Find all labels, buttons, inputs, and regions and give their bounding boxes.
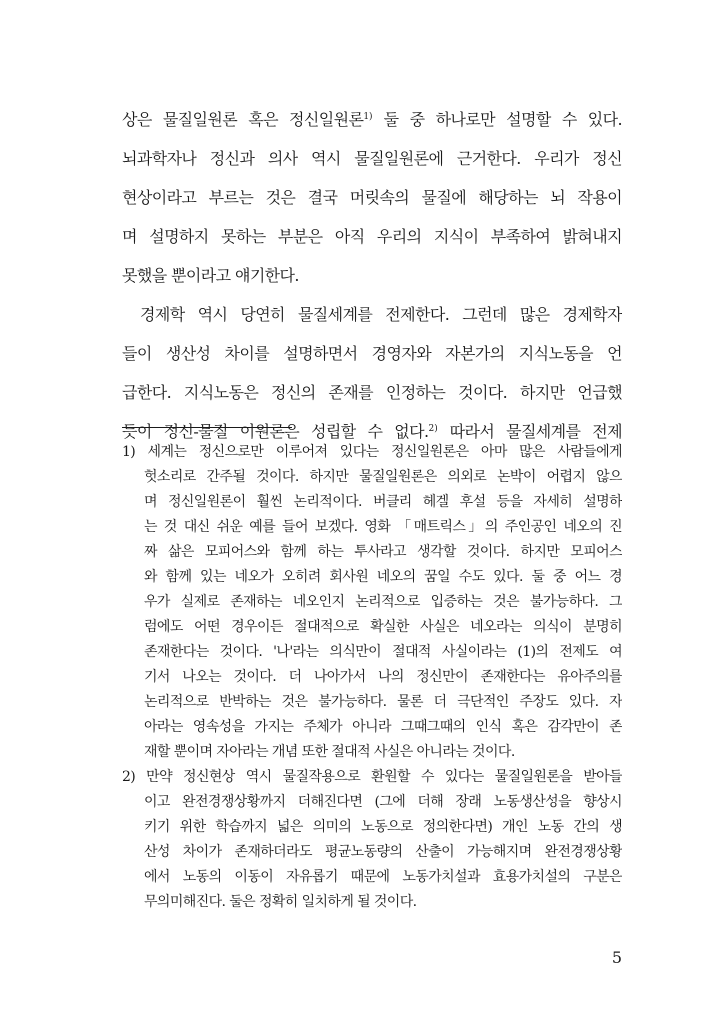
footnote-1-line: 와 함께 있는 네오가 오히려 회사원 네오의 꿈일 수도 있다. 둘 중 어느 경 (144, 569, 622, 585)
footnote-1-line: 럼에도 어떤 경우이든 절대적으로 확실한 사실은 네오라는 의식이 분명히 (144, 619, 622, 635)
footnote-2-line: 키기 위한 학습까지 넓은 의미의 노동으로 정의한다면) 개인 노동 간의 생 (144, 819, 622, 835)
body-line-9-text-cont: 따라서 물질세계를 전제 (437, 422, 622, 441)
body-line-1 (122, 100, 622, 139)
footnote-1-line: 는 것 대신 쉬운 예를 들어 보겠다. 영화 「매트릭스」의 주인공인 네오의 진 (144, 519, 622, 535)
footnote-2-line: 이고 완전경쟁상황까지 더해진다면 (그에 더해 장래 노동생산성을 향상시 (144, 794, 622, 810)
footnote-1-line: 아라는 영속성을 가지는 주체가 아니라 그때그때의 인식 혹은 감각만이 존 (144, 719, 622, 735)
body-line-1-text-cont: 둘 중 하나로만 설명할 수 있다. (372, 110, 622, 129)
footnote-ref-2[interactable]: 2) (428, 424, 438, 434)
footnote-2-line: 2) 만약 정신현상 역시 물질작용으로 환원할 수 있다는 물질일원론을 받아들 (122, 769, 622, 785)
body-line-5: 못했을 뿐이라고 얘기한다. (122, 266, 299, 285)
body-line-4: 며 설명하지 못하는 부분은 아직 우리의 지식이 부족하여 밝혀내지 (122, 227, 622, 246)
footnote-1-line: 존재한다는 것이다. '나'라는 의식만이 절대적 사실이라는 (1)의 전제도 여 (144, 644, 622, 660)
footnote-1-line: 논리적으로 반박하는 것은 불가능하다. 물론 더 극단적인 주장도 있다. 자 (144, 694, 622, 710)
footnote-2-line: 무의미해진다. 둘은 정확히 일치하게 될 것이다. (144, 894, 417, 910)
body-line-7: 들이 생산성 차이를 설명하면서 경영자와 자본가의 지식노동을 언 (122, 344, 622, 363)
body-line-8: 급한다. 지식노동은 정신의 존재를 인정하는 것이다. 하지만 언급했 (122, 383, 622, 402)
footnote-1-line: 며 정신일원론이 훨씬 논리적이다. 버클리 헤겔 후설 등을 자세히 설명하 (144, 494, 622, 510)
footnote-1-line: 재할 뿐이며 자아라는 개념 또한 절대적 사실은 아니라는 것이다. (144, 744, 515, 760)
footnote-divider (122, 427, 292, 428)
page-number: 5 (611, 948, 622, 967)
footnote-1-line: 기서 나오는 것이다. 더 나아가서 나의 정신만이 존재한다는 유아주의를 (144, 669, 622, 685)
footnote-ref-1[interactable]: 1) (363, 112, 373, 122)
body-line-6: 경제학 역시 당연히 물질세계를 전제한다. 그런데 많은 경제학자 (140, 305, 622, 324)
footnote-2-line: 산성 차이가 존재하더라도 평균노동량의 산출이 가능해지며 완전경쟁상황 (144, 844, 622, 860)
footnotes (122, 440, 622, 915)
footnote-1-line: 짜 삶은 모피어스와 함께 하는 투사라고 생각할 것이다. 하지만 모피어스 (144, 544, 622, 560)
footnote-1-line: 1) 세계는 정신으로만 이루어져 있다는 정신일원론은 아마 많은 사람들에게 (122, 444, 622, 460)
body-line-1-text: 상은 물질일원론 혹은 정신일원론 (122, 110, 364, 129)
body-line-2: 뇌과학자나 정신과 의사 역시 물질일원론에 근거한다. 우리가 정신 (122, 149, 622, 168)
body-text (122, 100, 622, 451)
footnote-2-line: 에서 노동의 이동이 자유롭기 때문에 노동가치설과 효용가치설의 구분은 (144, 869, 622, 885)
footnote-1-line: 헛소리로 간주될 것이다. 하지만 물질일원론은 의외로 논박이 어렵지 않으 (144, 469, 622, 485)
body-line-3: 현상이라고 부르는 것은 결국 머릿속의 물질에 해당하는 뇌 작용이 (122, 188, 622, 207)
body-line-9-text: 듯이 정신-물질 이원론은 성립할 수 없다. (122, 422, 429, 441)
footnote-1-line: 우가 실제로 존재하는 네오인지 논리적으로 입증하는 것은 불가능하다. 그 (144, 594, 622, 610)
